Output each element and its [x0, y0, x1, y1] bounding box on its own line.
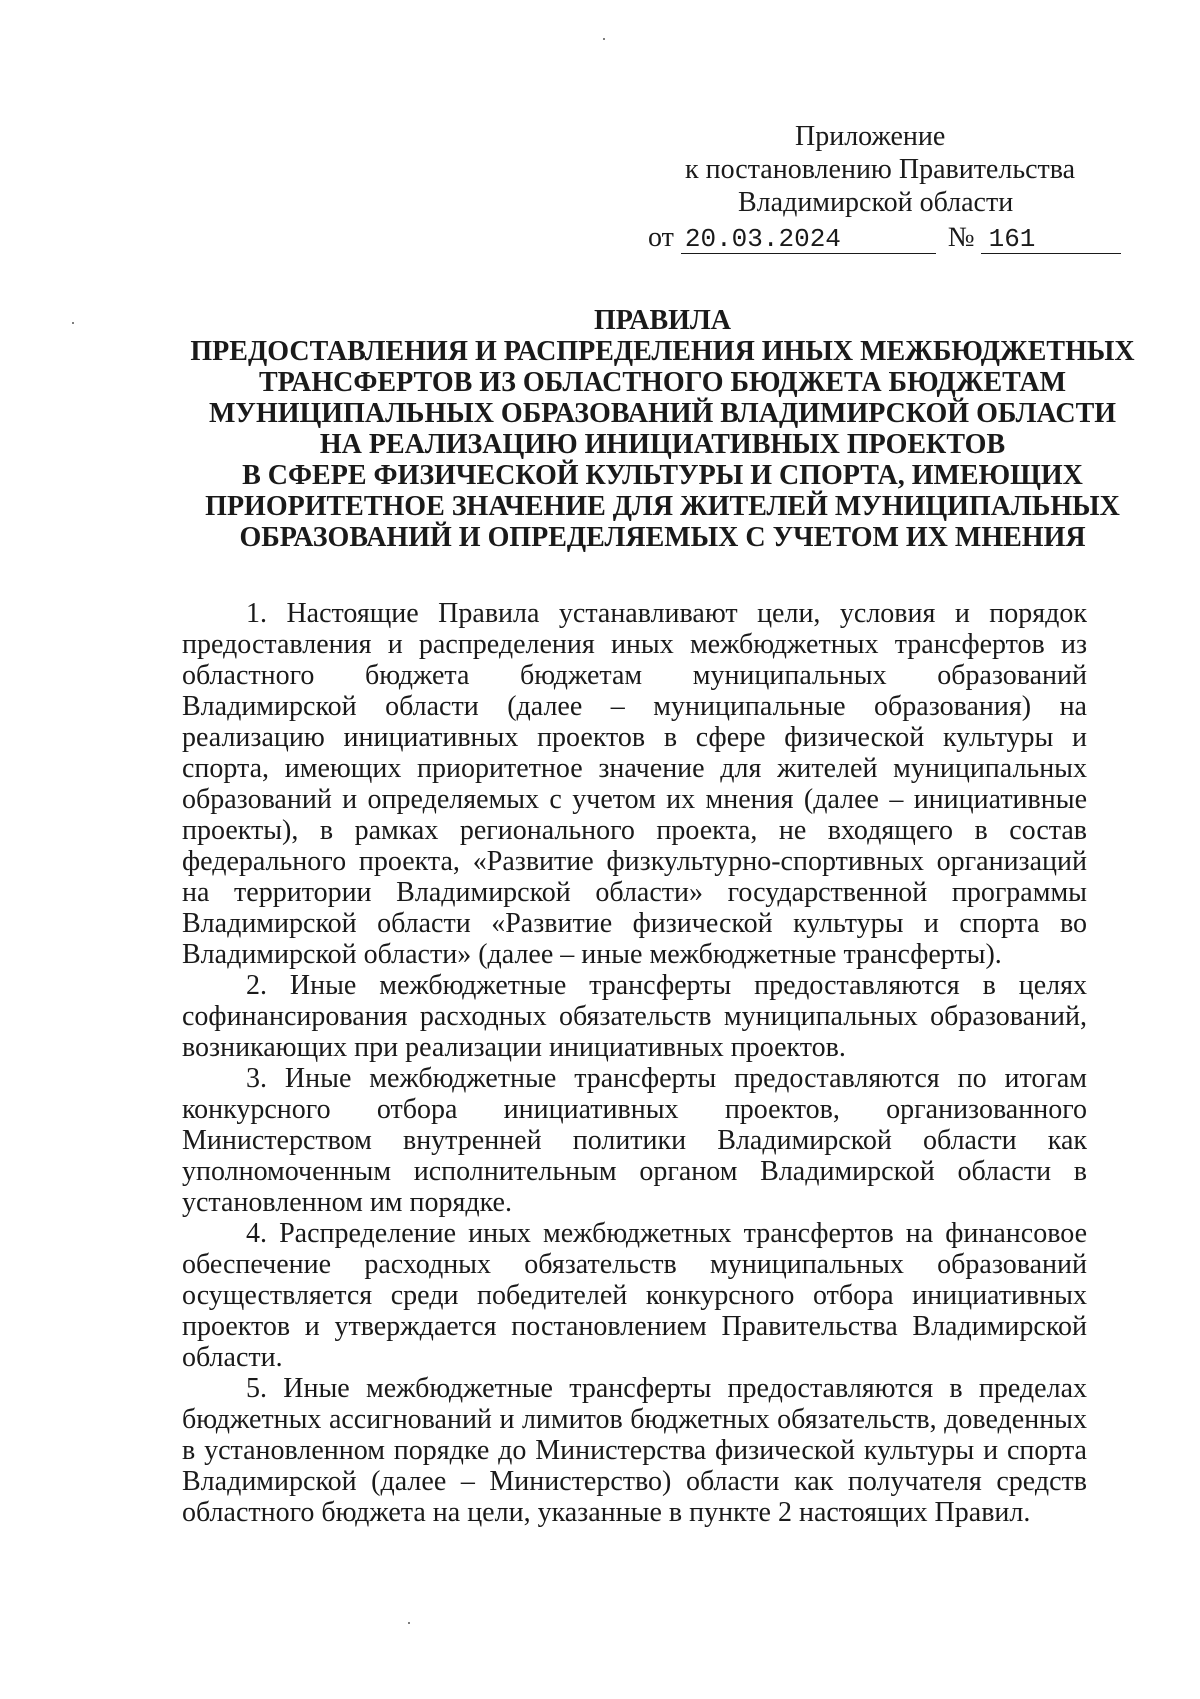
paragraph-2: 2. Иные межбюджетные трансферты предоставляются в целях софинансирования расходных обязательств муниципальных образований, возникающих при реализации инициативных проектов.	[182, 970, 1087, 1063]
paragraph-1: 1. Настоящие Правила устанавливают цели, условия и порядок предоставления и распределения иных межбюджетных трансфертов из областного бюджета бюджетам муниципальных образований Владимирской области (далее – муниципальные образования) на реализацию инициативных проектов в сфере физической культуры и спорта, имеющих приоритетное значение для жителей муниципальных образований и определяемых с учетом их мнения (далее – инициативные проекты), в рамках регионального проекта, не входящего в состав федерального проекта, «Развитие физкультурно-спортивных организаций на территории Владимирской области» государственной программы Владимирской области «Развитие физической культуры и спорта во Владимирской области» (далее – иные межбюджетные трансферты).	[182, 598, 1087, 970]
appendix-resolution-ref: к постановлению Правительства	[685, 154, 1076, 185]
document-title	[120, 305, 1200, 553]
title-line-6: В СФЕРЕ ФИЗИЧЕСКОЙ КУЛЬТУРЫ И СПОРТА, ИМЕЮЩИХ	[242, 460, 1083, 491]
title-line-5: НА РЕАЛИЗАЦИЮ ИНИЦИАТИВНЫХ ПРОЕКТОВ	[319, 429, 1006, 460]
scan-speck-top	[603, 38, 605, 40]
date-prefix: от	[648, 222, 674, 253]
title-line-4: МУНИЦИПАЛЬНЫХ ОБРАЗОВАНИЙ ВЛАДИМИРСКОЙ ОБЛАСТИ	[208, 398, 1117, 429]
title-line-1: ПРАВИЛА	[593, 305, 732, 336]
scan-speck-left	[72, 322, 74, 324]
paragraph-3: 3. Иные межбюджетные трансферты предоставляются по итогам конкурсного отбора инициативных проектов, организованного Министерством внутренней политики Владимирской области как уполномоченным исполнительным органом Владимирской области в установленном им порядке.	[182, 1063, 1087, 1218]
appendix-block	[640, 120, 1080, 254]
title-line-3: ТРАНСФЕРТОВ ИЗ ОБЛАСТНОГО БЮДЖЕТА БЮДЖЕТАМ	[258, 367, 1067, 398]
paragraph-5: 5. Иные межбюджетные трансферты предоставляются в пределах бюджетных ассигнований и лимитов бюджетных обязательств, доведенных в установленном порядке до Министерства физической культуры и спорта Владимирской (далее – Министерство) области как получателя средств областного бюджета на цели, указанные в пункте 2 настоящих Правил.	[182, 1373, 1087, 1528]
document-body	[182, 598, 1087, 1528]
appendix-region: Владимирской области	[738, 187, 1014, 218]
title-line-2: ПРЕДОСТАВЛЕНИЯ И РАСПРЕДЕЛЕНИЯ ИНЫХ МЕЖБЮДЖЕТНЫХ	[190, 336, 1135, 367]
resolution-number: 161	[981, 225, 1121, 254]
appendix-label: Приложение	[795, 121, 946, 152]
number-sign: №	[947, 222, 975, 253]
title-line-7: ПРИОРИТЕТНОЕ ЗНАЧЕНИЕ ДЛЯ ЖИТЕЛЕЙ МУНИЦИПАЛЬНЫХ	[205, 491, 1120, 522]
resolution-date: 20.03.2024	[681, 225, 936, 254]
appendix-date-number-line	[640, 221, 1080, 254]
scan-speck-bottom	[408, 1622, 410, 1624]
paragraph-4: 4. Распределение иных межбюджетных трансфертов на финансовое обеспечение расходных обязательств муниципальных образований осуществляется среди победителей конкурсного отбора инициативных проектов и утверждается постановлением Правительства Владимирской области.	[182, 1218, 1087, 1373]
title-line-8: ОБРАЗОВАНИЙ И ОПРЕДЕЛЯЕМЫХ С УЧЕТОМ ИХ МНЕНИЯ	[239, 522, 1086, 553]
